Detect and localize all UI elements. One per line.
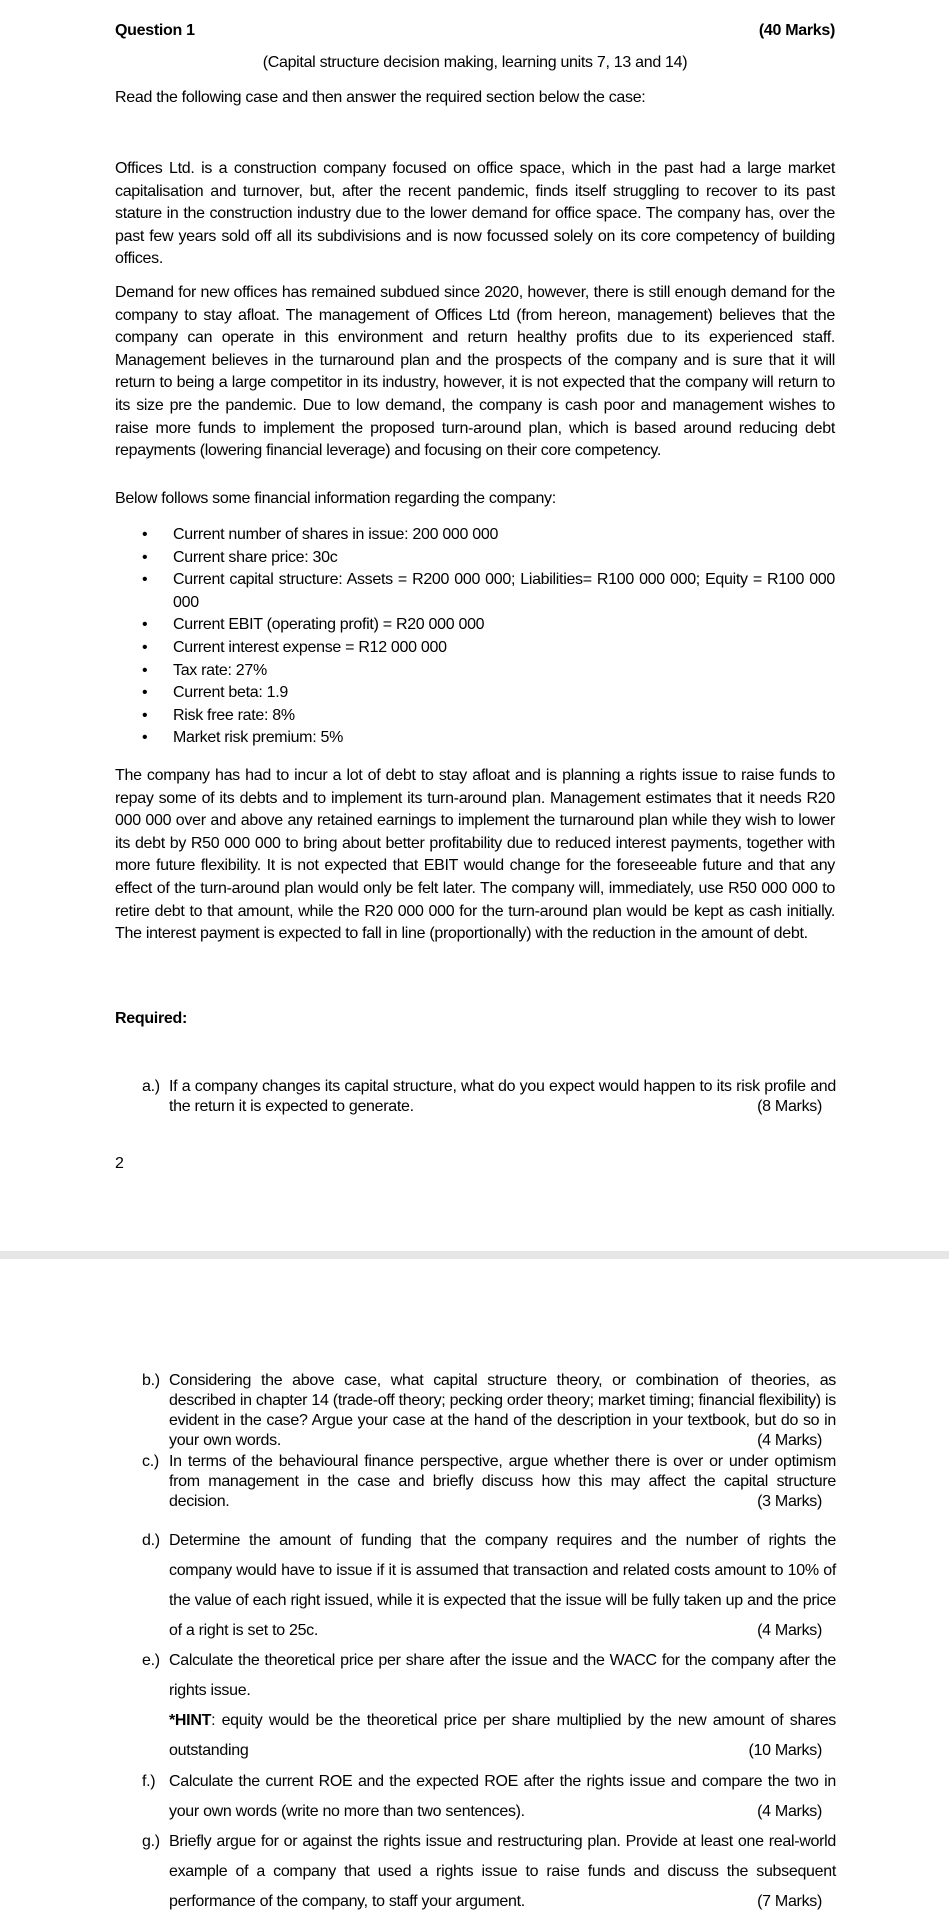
item-text: Considering the above case, what capital structure theory, or combination of theories, as described in chapter 14 (trade-off theory; pecking order theory; market timing; financial flexibility) is evident in the case? Argue your case at the hand of the description in your textbook, but do so in your own words.	[169, 1372, 836, 1449]
item-label: d.)	[142, 1532, 160, 1549]
hint-label: *HINT	[169, 1712, 212, 1729]
list-item: • Current share price: 30c	[115, 547, 835, 570]
item-marks: (4 Marks)	[757, 1622, 822, 1639]
question-d	[142, 1526, 836, 1646]
item-label: c.)	[142, 1453, 159, 1470]
list-item: • Market risk premium: 5%	[115, 727, 835, 750]
item-label: f.)	[142, 1773, 156, 1790]
item-text: Calculate the current ROE and the expected ROE after the rights issue and compare the two in your own words (write no more than two sentences).	[169, 1773, 836, 1820]
question-g	[142, 1827, 836, 1917]
list-item: • Tax rate: 27%	[115, 660, 835, 683]
case-paragraph-1: Offices Ltd. is a construction company focused on office space, which in the past had a large market capitalisation and turnover, but, after the recent pandemic, finds itself struggling to recover to its past stature in the construction industry due to the lower demand for office space. The company has, over the past few years sold off all its subdivisions and is now focussed solely on its core competency of building offices.	[115, 160, 835, 268]
item-text: Calculate the theoretical price per share after the issue and the WACC for the company after the rights issue.	[169, 1652, 836, 1699]
item-text: Determine the amount of funding that the company requires and the number of rights the company would have to issue if it is assumed that transaction and related costs amount to 10% of the value of each right issued, while it is expected that the issue will be fully taken up and the price of a right is set to 25c.	[169, 1532, 836, 1639]
case-paragraph-3: Below follows some financial information regarding the company:	[115, 490, 556, 507]
question-a	[142, 1077, 836, 1117]
item-marks: (4 Marks)	[757, 1432, 822, 1449]
hint-text: : equity would be the theoretical price per share multiplied by the new amount of shares outstanding	[169, 1712, 836, 1759]
question-f	[142, 1767, 836, 1827]
list-item: • Current interest expense = R12 000 000	[115, 637, 835, 660]
list-item: • Current capital structure: Assets = R200 000 000; Liabilities= R100 000 000; Equity = R100 000 000	[115, 569, 835, 614]
question-c	[142, 1452, 836, 1512]
question-title: Question 1	[115, 22, 195, 39]
item-label: a.)	[142, 1078, 160, 1095]
question-e	[142, 1646, 836, 1766]
item-label: b.)	[142, 1372, 160, 1389]
page-number: 2	[115, 1155, 124, 1172]
required-heading: Required:	[115, 1010, 187, 1027]
list-item: • Risk free rate: 8%	[115, 705, 835, 728]
item-label: g.)	[142, 1833, 160, 1850]
item-text: In terms of the behavioural finance perspective, argue whether there is over or under optimism from management in the case and briefly discuss how this may affect the capital structure decision.	[169, 1453, 836, 1510]
item-text: If a company changes its capital structure, what do you expect would happen to its risk profile and the return it is expected to generate.	[169, 1078, 836, 1115]
item-marks: (7 Marks)	[757, 1893, 822, 1910]
case-closing-paragraph: The company has had to incur a lot of debt to stay afloat and is planning a rights issue to raise funds to repay some of its debts and to implement its turn-around plan. Management estimates that it needs R20 000 000 over and above any retained earnings to implement the turnaround plan while they wish to lower its debt by R50 000 000 to bring about better profitability due to reduced interest payments, together with more future flexibility. It is not expected that EBIT would change for the foreseeable future and that any effect of the turn-around plan would only be felt later. The company will, immediately, use R50 000 000 to retire debt to that amount, while the R20 000 000 for the turn-around plan would be kept as cash initially. The interest payment is expected to fall in line (proportionally) with the reduction in the amount of debt.	[115, 767, 835, 943]
list-item: • Current number of shares in issue: 200 000 000	[115, 524, 835, 547]
question-marks: (40 Marks)	[758, 22, 835, 39]
question-subtitle: (Capital structure decision making, learning units 7, 13 and 14)	[262, 54, 688, 71]
case-paragraph-2: Demand for new offices has remained subdued since 2020, however, there is still enough demand for the company to stay afloat. The management of Offices Ltd (from hereon, management) believes that the company can operate in this environment and return healthy profits due to its experienced staff. Management believes in the turnaround plan and the prospects of the company and is sure that it will return to being a large competitor in its industry, however, it is not expected that the company will return to its size pre the pandemic. Due to low demand, the company is cash poor and management wishes to raise more funds to implement the proposed turn-around plan, which is based around reducing debt repayments (lowering financial leverage) and focusing on their core competency.	[115, 284, 835, 460]
page-break	[0, 1251, 949, 1259]
list-item: • Current EBIT (operating profit) = R20 000 000	[115, 614, 835, 637]
item-marks: (4 Marks)	[757, 1803, 822, 1820]
item-marks: (10 Marks)	[748, 1742, 822, 1759]
list-item: • Current beta: 1.9	[115, 682, 835, 705]
item-text: Briefly argue for or against the rights issue and restructuring plan. Provide at least one real-world example of a company that used a rights issue to raise funds and discuss the subsequent performance of the company, to staff your argument.	[169, 1833, 836, 1910]
item-label: e.)	[142, 1652, 160, 1669]
instruction: Read the following case and then answer the required section below the case:	[115, 89, 646, 106]
question-b	[142, 1371, 836, 1451]
item-marks: (3 Marks)	[757, 1493, 822, 1510]
financial-info-list	[115, 524, 835, 750]
item-marks: (8 Marks)	[757, 1098, 822, 1115]
question-header	[115, 22, 835, 40]
